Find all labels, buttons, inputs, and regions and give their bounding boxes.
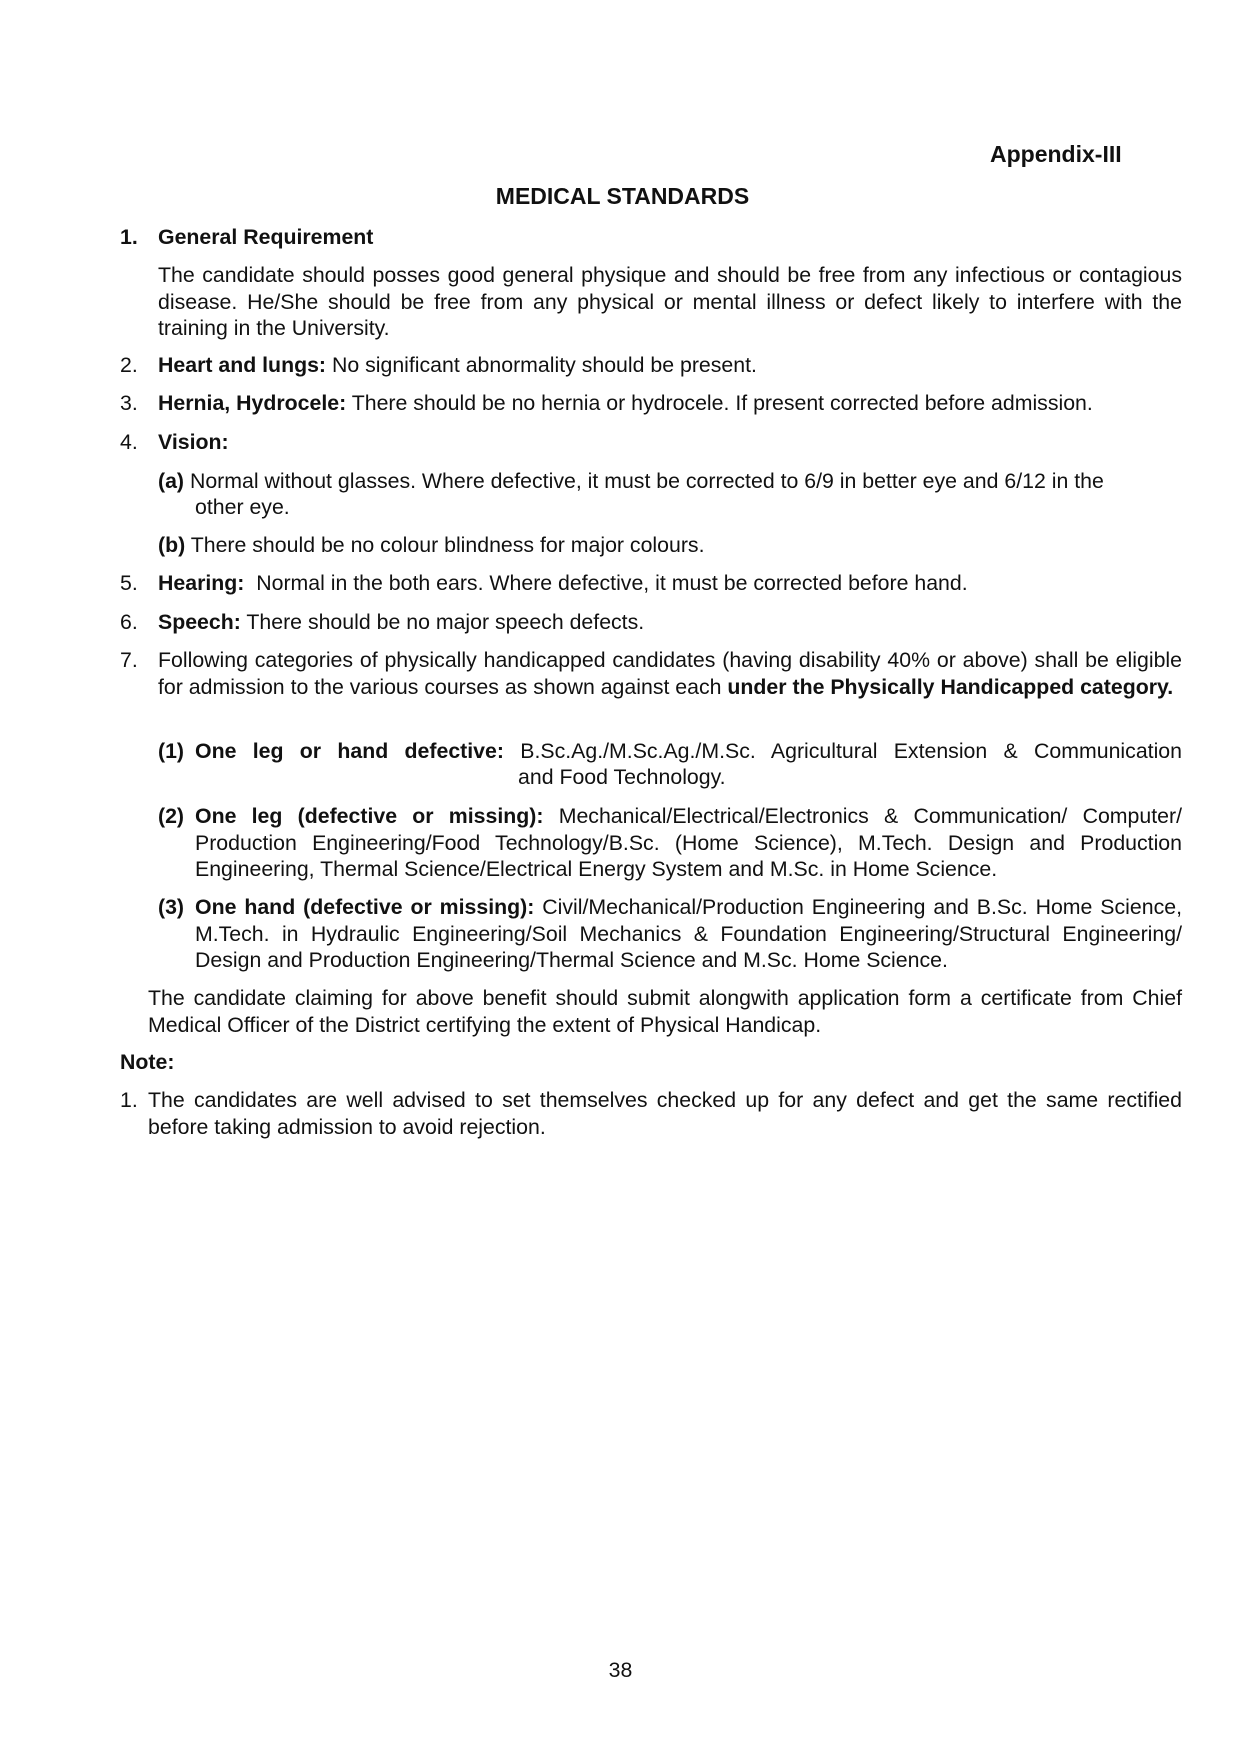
- sub-label: (b): [158, 533, 186, 557]
- item-heading: Hernia, Hydrocele:: [158, 391, 347, 415]
- page-number: 38: [608, 1658, 633, 1682]
- vision-sub-a-cont: other eye.: [195, 495, 290, 519]
- item-number: 7.: [120, 648, 138, 672]
- sub-label: (a): [158, 469, 185, 493]
- note-number: 1.: [120, 1088, 138, 1112]
- item-number: 4.: [120, 430, 138, 454]
- item-text: Following categories of physically handicapped candidates (having disability 40% or above) shall be eligible for admission to the various courses as shown against each: [158, 648, 1182, 699]
- closing-paragraph: The candidate claiming for above benefit should submit alongwith application form a certificate from Chief Medical Officer of the District certifying the extent of Physical Handicap.: [148, 986, 1182, 1037]
- appendix-label: Appendix-III: [990, 141, 1122, 167]
- category-text: Mechanical/Electrical/Electronics & Communication/ Computer/ Production Engineering/Food Technology/B.Sc. (Home Science), M.Tech. Design and Production Engineering, Thermal Science/Electrical Energy System and M.Sc. in Home Science.: [195, 804, 1182, 881]
- category-text: B.Sc.Ag./M.Sc.Ag./M.Sc. Agricultural Extension & Communication: [503, 739, 1182, 763]
- item-heading: Speech:: [158, 610, 241, 634]
- item-heading: General Requirement: [158, 225, 374, 249]
- item-text: There should be no hernia or hydrocele. If present corrected before admission.: [346, 391, 1093, 415]
- sub-text: There should be no colour blindness for major colours.: [185, 533, 705, 557]
- vision-sub-a: [158, 468, 1182, 495]
- category-text: Civil/Mechanical/Production Engineering and B.Sc. Home Science, M.Tech. in Hydraulic Engineering/Soil Mechanics & Foundation Engineering/Structural Engineering/ Design and Production Engineering/Thermal Science and M.Sc. Home Science.: [195, 895, 1182, 972]
- vision-sub-b: [158, 532, 1182, 559]
- sub-text: Normal without glasses. Where defective, it must be corrected to 6/9 in better eye and 6/12 in the: [184, 469, 1104, 493]
- item-text: The candidate should posses good general physique and should be free from any infectious or contagious disease. He/She should be free from any physical or mental illness or defect likely to interfere with the training in the University.: [158, 263, 1182, 340]
- item-text: There should be no major speech defects.: [240, 610, 645, 634]
- item-heading: Heart and lungs:: [158, 353, 327, 377]
- item-number: 5.: [120, 571, 138, 595]
- item-number: 3.: [120, 391, 138, 415]
- note-heading: Note:: [120, 1050, 175, 1074]
- item-number: 2.: [120, 353, 138, 377]
- category-label: (1): [158, 739, 185, 763]
- item-heading: Vision:: [158, 430, 229, 454]
- category-label: (3): [158, 895, 185, 919]
- note-text: The candidates are well advised to set themselves checked up for any defect and get the same rectified before taking admission to avoid rejection.: [148, 1088, 1182, 1139]
- page-title-text: MEDICAL STANDARDS: [495, 183, 750, 209]
- category-heading: One leg or hand defective:: [195, 739, 504, 763]
- item-number: 1.: [120, 225, 138, 249]
- category-heading: One hand (defective or missing):: [195, 895, 535, 919]
- page-title: [0, 183, 1241, 210]
- item-text: No significant abnormality should be present.: [326, 353, 757, 377]
- item-heading: Hearing:: [158, 571, 245, 595]
- category-label: (2): [158, 804, 185, 828]
- category-1-cont: and Food Technology.: [518, 765, 726, 789]
- item-text: Normal in the both ears. Where defective, it must be corrected before hand.: [244, 571, 968, 595]
- item-bold-tail: under the Physically Handicapped category.: [727, 674, 1174, 699]
- category-heading: One leg (defective or missing):: [195, 804, 544, 828]
- item-number: 6.: [120, 610, 138, 634]
